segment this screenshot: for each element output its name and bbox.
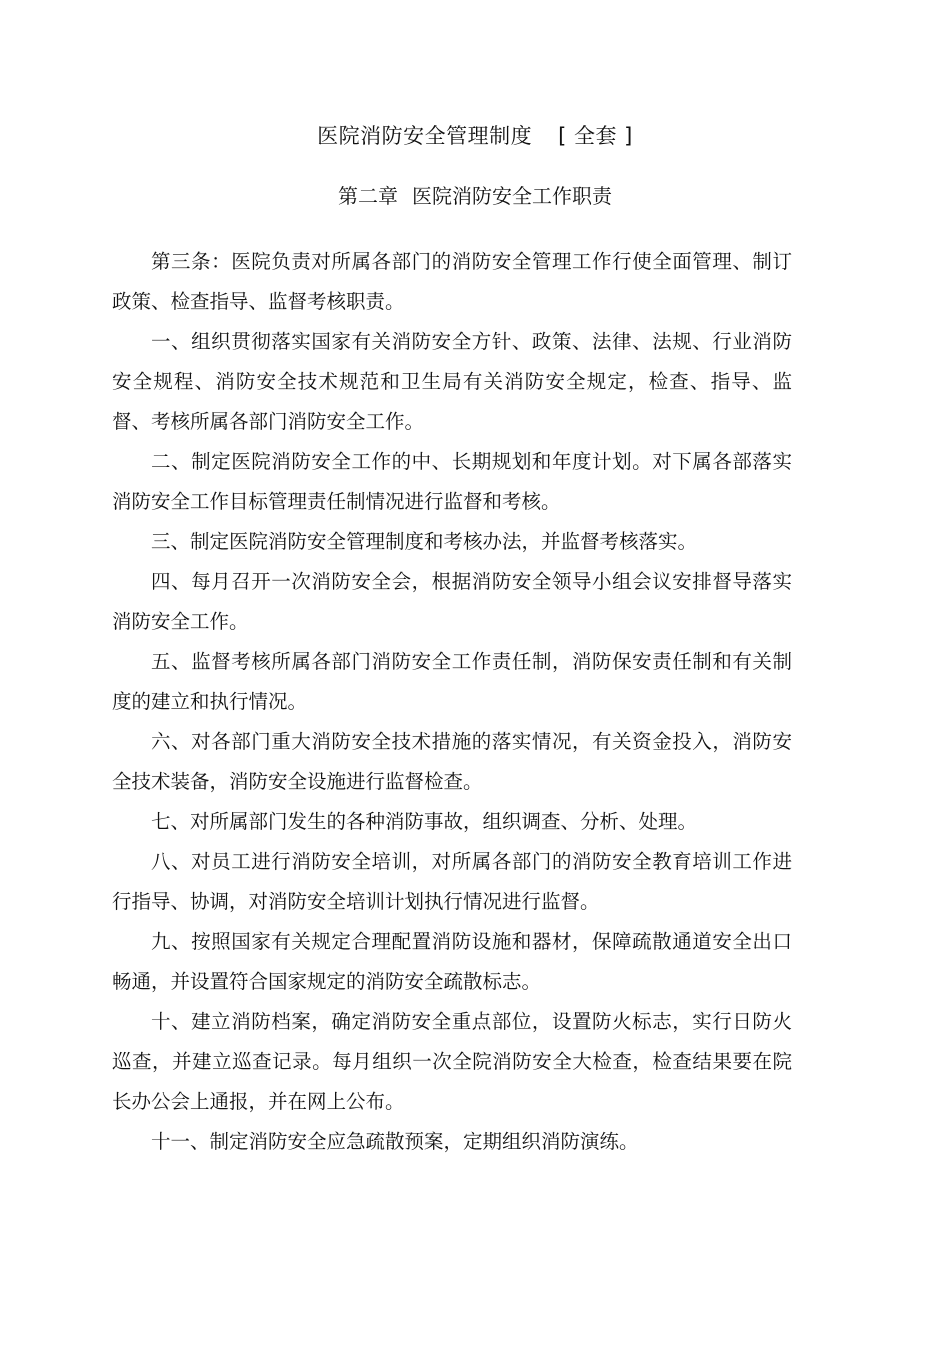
chapter-name: 医院消防安全工作职责 — [412, 184, 612, 208]
paragraph: 九、按照国家有关规定合理配置消防设施和器材，保障疏散通道安全出口畅通，并设置符合国家规定的消防安全疏散标志。 — [112, 930, 792, 993]
document-body — [112, 242, 792, 1162]
document-title — [0, 120, 950, 152]
paragraph: 二、制定医院消防安全工作的中、长期规划和年度计划。对下属各部落实消防安全工作目标管理责任制情况进行监督和考核。 — [112, 450, 792, 513]
paragraph: 八、对员工进行消防安全培训，对所属各部门的消防安全教育培训工作进行指导、协调，对消防安全培训计划执行情况进行监督。 — [112, 850, 792, 913]
paragraph: 三、制定医院消防安全管理制度和考核办法，并监督考核落实。 — [151, 530, 698, 553]
chapter-number: 第二章 — [338, 184, 398, 208]
paragraph: 七、对所属部门发生的各种消防事故，组织调查、分析、处理。 — [151, 810, 698, 833]
paragraph: 一、组织贯彻落实国家有关消防安全方针、政策、法律、法规、行业消防安全规程、消防安全技术规范和卫生局有关消防安全规定，检查、指导、监督、考核所属各部门消防安全工作。 — [112, 330, 792, 433]
paragraph: 六、对各部门重大消防安全技术措施的落实情况，有关资金投入，消防安全技术装备，消防安全设施进行监督检查。 — [112, 730, 792, 793]
paragraph: 十、建立消防档案，确定消防安全重点部位，设置防火标志，实行日防火巡查，并建立巡查记录。每月组织一次全院消防安全大检查，检查结果要在院长办公会上通报，并在网上公布。 — [112, 1010, 792, 1113]
paragraph: 第三条：医院负责对所属各部门的消防安全管理工作行使全面管理、制订政策、检查指导、监督考核职责。 — [112, 250, 792, 313]
paragraph: 五、监督考核所属各部门消防安全工作责任制，消防保安责任制和有关制度的建立和执行情况。 — [112, 650, 792, 713]
paragraph: 十一、制定消防安全应急疏散预案，定期组织消防演练。 — [151, 1130, 639, 1153]
chapter-heading — [0, 180, 950, 212]
paragraph: 四、每月召开一次消防安全会，根据消防安全领导小组会议安排督导落实消防安全工作。 — [112, 570, 792, 633]
title-text: 医院消防安全管理制度 — [317, 124, 533, 148]
title-suffix: [ 全套 ] — [558, 124, 633, 148]
